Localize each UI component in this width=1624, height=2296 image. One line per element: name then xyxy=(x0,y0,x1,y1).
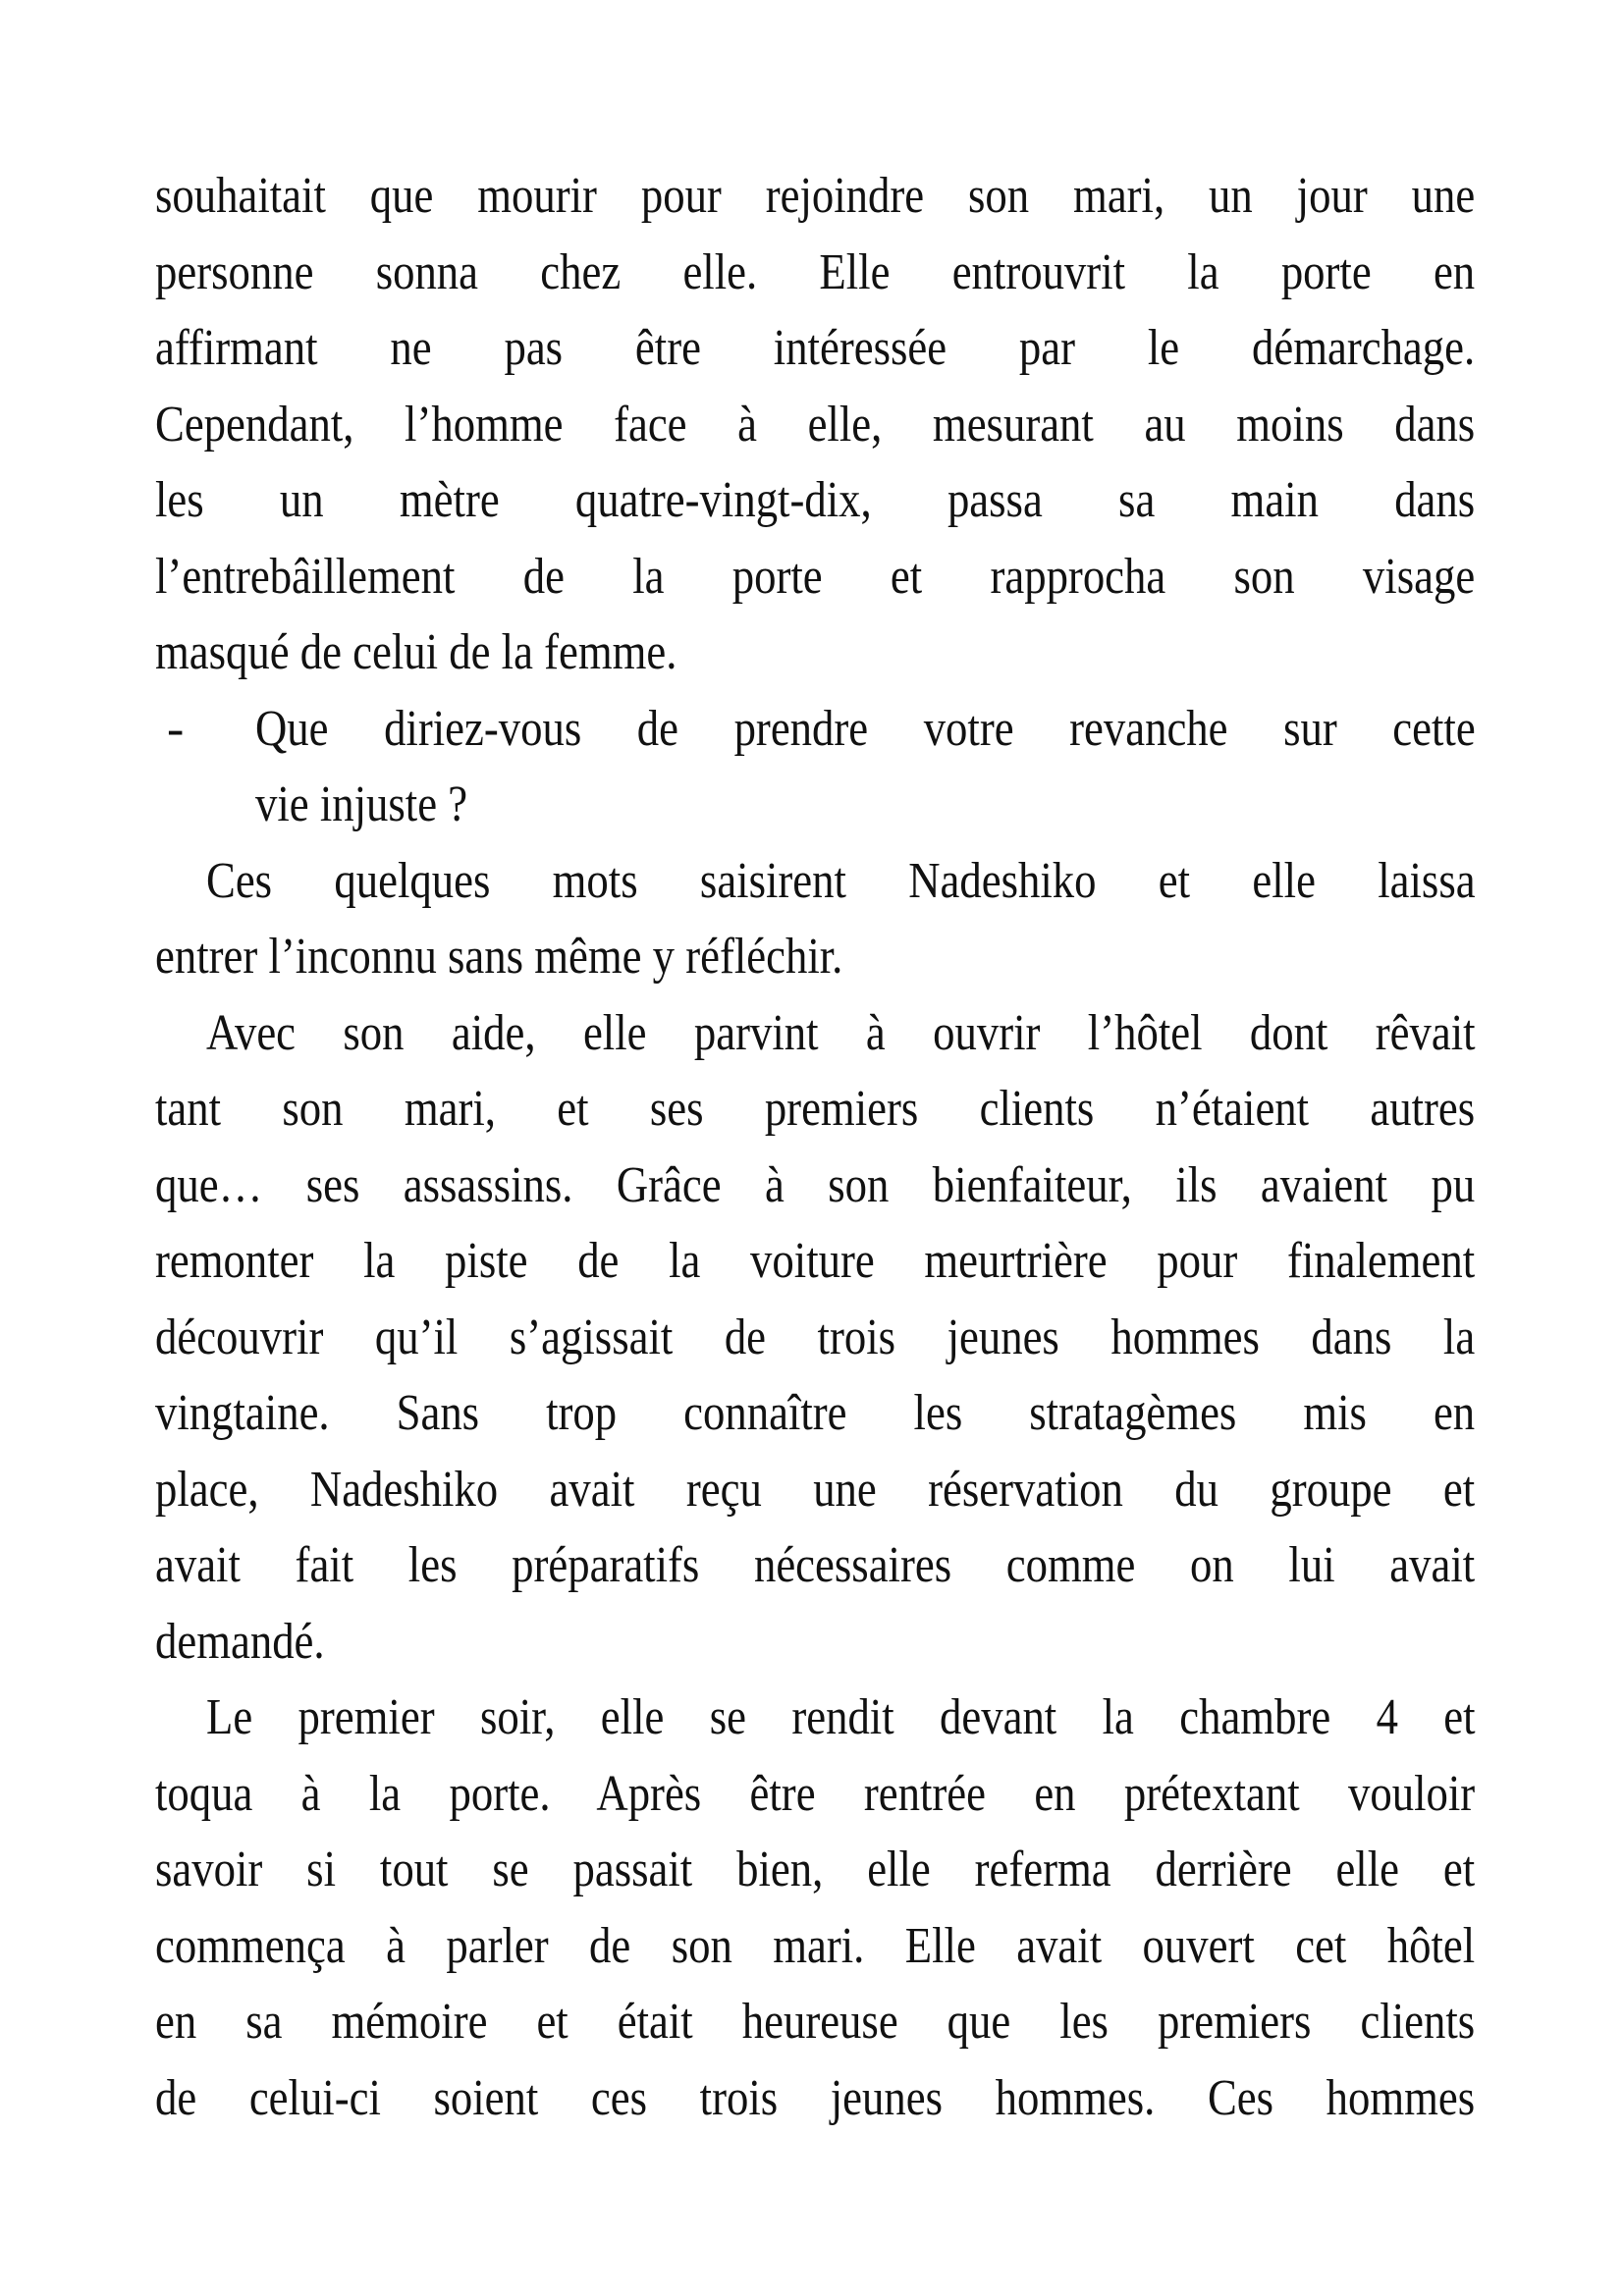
text-line: de celui-ci soient ces trois jeunes hommes. Ces hommes xyxy=(155,2070,1476,2126)
text-line: tant son mari, et ses premiers clients n’étaient autres xyxy=(155,1081,1476,1137)
text-line: commença à parler de son mari. Elle avait ouvert cet hôtel xyxy=(155,1918,1476,1974)
text-line: Cependant, l’homme face à elle, mesurant au moins dans xyxy=(155,397,1476,453)
dialog-dash: - xyxy=(167,701,185,757)
dialog-line: vie injuste ? xyxy=(255,776,468,832)
text-line: que… ses assassins. Grâce à son bienfaiteur, ils avaient pu xyxy=(155,1157,1476,1213)
text-line: affirmant ne pas être intéressée par le démarchage. xyxy=(155,320,1476,376)
text-line: les un mètre quatre-vingt-dix, passa sa main dans xyxy=(155,472,1476,528)
text-line: masqué de celui de la femme. xyxy=(155,624,677,680)
text-line: demandé. xyxy=(155,1614,325,1670)
text-line: remonter la piste de la voiture meurtrière pour finalement xyxy=(155,1233,1476,1289)
text-line: place, Nadeshiko avait reçu une réservation du groupe et xyxy=(155,1462,1476,1518)
text-line: vingtaine. Sans trop connaître les stratagèmes mis en xyxy=(155,1385,1476,1441)
paragraph-first-line: Ces quelques mots saisirent Nadeshiko et elle laissa xyxy=(206,853,1476,909)
text-line: toqua à la porte. Après être rentrée en prétextant vouloir xyxy=(155,1766,1476,1822)
text-line: souhaitait que mourir pour rejoindre son mari, un jour une xyxy=(155,168,1476,224)
paragraph-first-line: Avec son aide, elle parvint à ouvrir l’hôtel dont rêvait xyxy=(206,1005,1476,1061)
text-line: entrer l’inconnu sans même y réfléchir. xyxy=(155,929,843,985)
paragraph-first-line: Le premier soir, elle se rendit devant la chambre 4 et xyxy=(206,1689,1476,1745)
dialog-line: Que diriez-vous de prendre votre revanche sur cette xyxy=(255,701,1476,757)
text-line: personne sonna chez elle. Elle entrouvrit la porte en xyxy=(155,244,1476,300)
text-line: avait fait les préparatifs nécessaires comme on lui avait xyxy=(155,1537,1476,1593)
text-line: savoir si tout se passait bien, elle referma derrière elle et xyxy=(155,1842,1476,1897)
text-line: l’entrebâillement de la porte et rapprocha son visage xyxy=(155,549,1476,605)
text-line: découvrir qu’il s’agissait de trois jeunes hommes dans la xyxy=(155,1309,1476,1365)
text-line: en sa mémoire et était heureuse que les premiers clients xyxy=(155,1994,1476,2050)
